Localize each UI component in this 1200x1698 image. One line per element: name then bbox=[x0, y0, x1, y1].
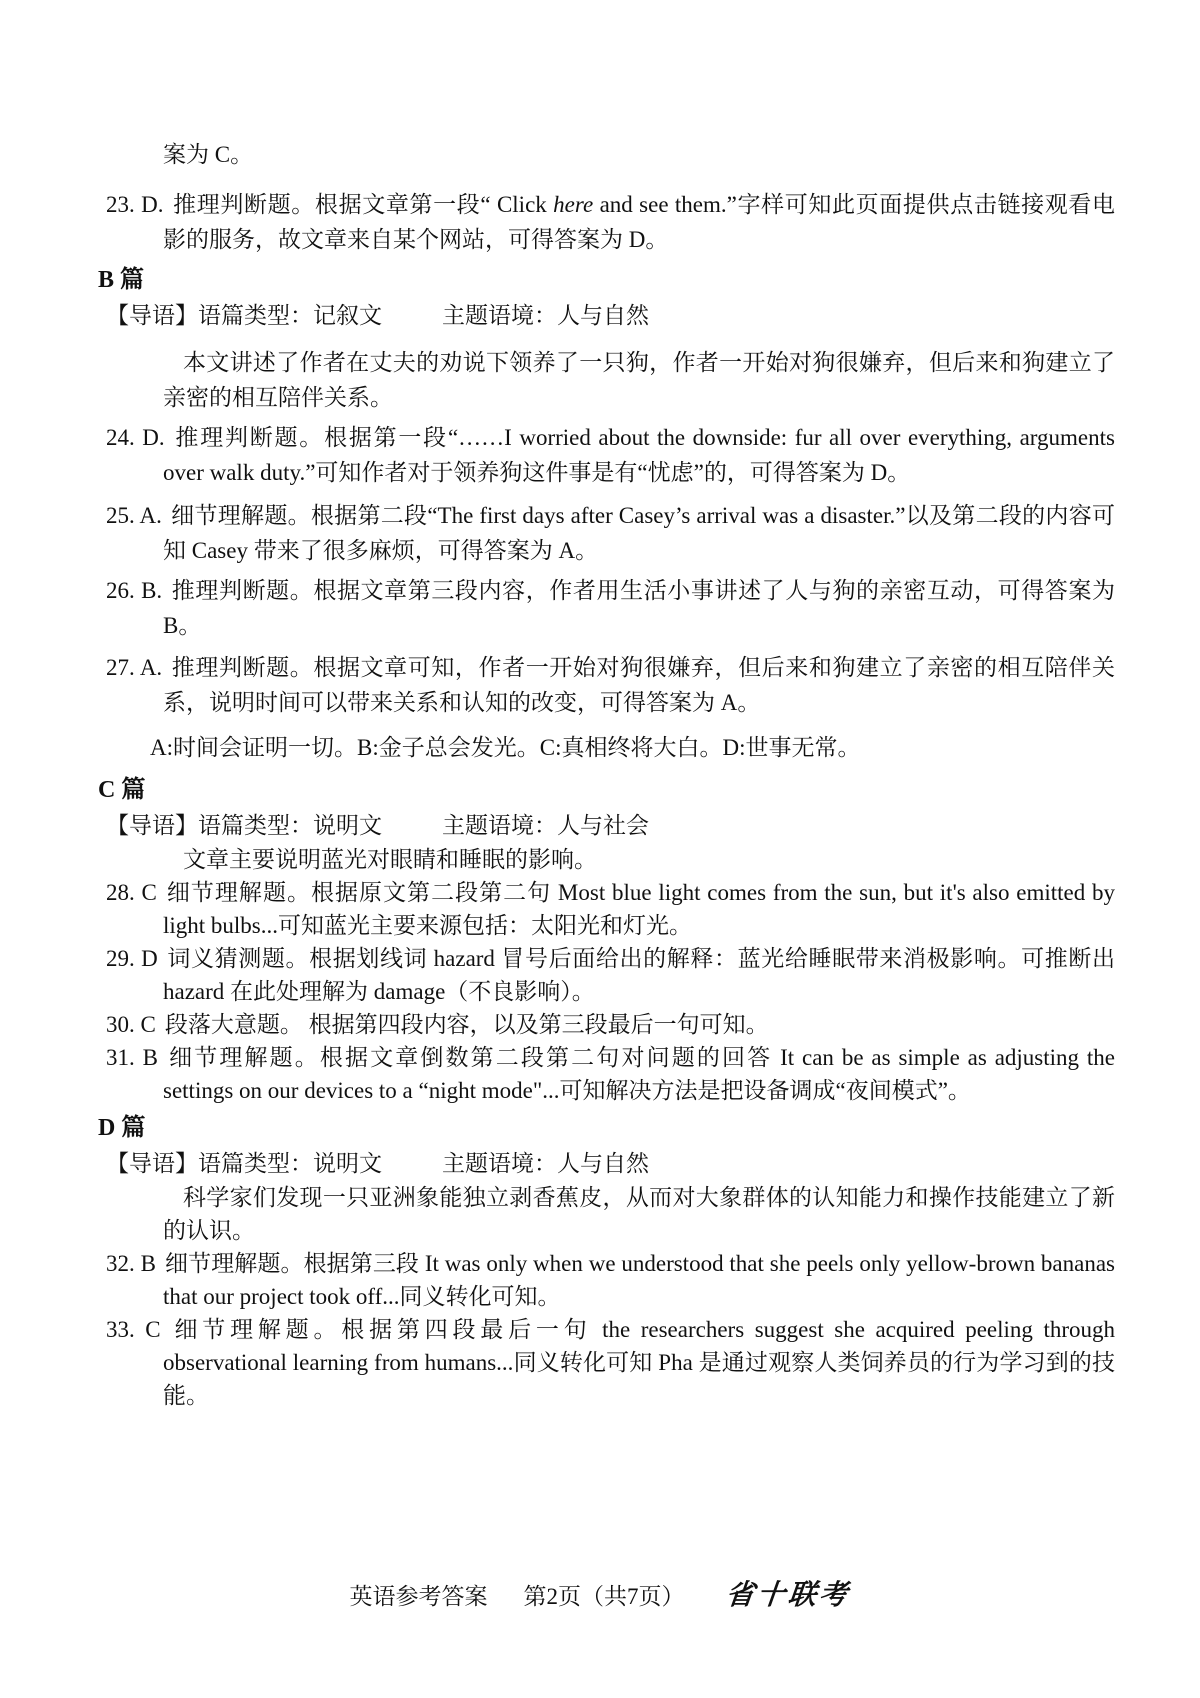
section-heading-c: C 篇 bbox=[98, 777, 146, 803]
daoyu-label: 【导语】 bbox=[106, 813, 198, 838]
question-number-25: 25. A. bbox=[106, 503, 162, 528]
answer-item-33 bbox=[106, 1313, 1115, 1412]
idiom-options-line: A:时间会证明一切。B:金子总会发光。C:真相终将大白。D:世事无常。 bbox=[150, 735, 861, 760]
section-c-summary: 文章主要说明蓝光对眼睛和睡眠的影响。 bbox=[183, 847, 597, 872]
question-number-24: 24. D. bbox=[106, 425, 165, 450]
page-footer bbox=[0, 1578, 1200, 1614]
answer-explanation-31: 细节理解题。根据文章倒数第二段第二句对问题的回答 It can be as simple as adjusting the settings on our devices to a “night mode"...可知解决方法是把设备调成“夜间模式”。 bbox=[163, 1045, 1115, 1103]
passage-type: 语篇类型：记叙文 bbox=[198, 303, 382, 328]
footer-doc-title: 英语参考答案 bbox=[349, 1584, 488, 1609]
section-b-summary: 本文讲述了作者在丈夫的劝说下领养了一只狗，作者一开始对狗很嫌弃，但后来和狗建立了亲密的相互陪伴关系。 bbox=[163, 350, 1115, 410]
section-d-summary: 科学家们发现一只亚洲象能独立剥香蕉皮，从而对大象群体的认知能力和操作技能建立了新的认识。 bbox=[163, 1185, 1115, 1243]
answer-explanation-27: 推理判断题。根据文章可知，作者一开始对狗很嫌弃，但后来和狗建立了亲密的相互陪伴关系，说明时间可以带来关系和认知的改变，可得答案为 A。 bbox=[163, 655, 1115, 715]
exam-brand-logo: 省十联考 bbox=[724, 1580, 853, 1611]
theme-context: 主题语境：人与自然 bbox=[442, 1151, 649, 1176]
theme-context: 主题语境：人与社会 bbox=[442, 813, 649, 838]
question-number-33: 33. C bbox=[106, 1317, 161, 1342]
section-heading-d: D 篇 bbox=[98, 1115, 146, 1141]
answer-explanation-23-italic: here bbox=[553, 192, 594, 217]
answer-explanation-23-post: and see them.”字样可知此页面提供点击链接观看电影的服务，故文章来自某个网站，可得答案为 D。 bbox=[163, 192, 1115, 252]
answer-explanation-30: 段落大意题。 根据第四段内容，以及第三段最后一句可知。 bbox=[164, 1012, 769, 1037]
passage-type: 语篇类型：说明文 bbox=[198, 813, 382, 838]
question-number-32: 32. B bbox=[106, 1251, 156, 1276]
daoyu-label: 【导语】 bbox=[106, 1151, 198, 1176]
answer-explanation-29: 词义猜测题。根据划线词 hazard 冒号后面给出的解释：蓝光给睡眠带来消极影响。可推断出 hazard 在此处理解为 damage（不良影响）。 bbox=[163, 946, 1115, 1004]
answer-explanation-24: 推理判断题。根据第一段“……I worried about the downside: fur all over everything, arguments over walk duty.”可知作者对于领养狗这件事是有“忧虑”的，可得答案为 D。 bbox=[163, 425, 1115, 485]
answer-item-24 bbox=[106, 420, 1115, 490]
answer-explanation-32: 细节理解题。根据第三段 It was only when we understood that she peels only yellow-brown bananas that our project took off...同义转化可知。 bbox=[163, 1251, 1116, 1309]
answer-item-30 bbox=[106, 1008, 1115, 1041]
question-number-26: 26. B. bbox=[106, 578, 163, 603]
answer-item-29 bbox=[106, 942, 1115, 1008]
daoyu-label: 【导语】 bbox=[106, 303, 198, 328]
answer-item-32 bbox=[106, 1247, 1115, 1313]
section-d-daoyu-line bbox=[106, 1146, 1115, 1181]
answer-explanation-28: 细节理解题。根据原文第二段第二句 Most blue light comes from the sun, but it's also emitted by light bulbs...可知蓝光主要来源包括：太阳光和灯光。 bbox=[163, 880, 1115, 938]
answer-item-23 bbox=[106, 187, 1115, 257]
passage-type: 语篇类型：说明文 bbox=[198, 1151, 382, 1176]
question-number-29: 29. D bbox=[106, 946, 158, 971]
section-b-daoyu-line bbox=[106, 298, 1115, 333]
answer-item-26 bbox=[106, 573, 1115, 643]
question-number-27: 27. A. bbox=[106, 655, 163, 680]
section-c-daoyu-line bbox=[106, 808, 1115, 843]
answer-explanation-33: 细节理解题。根据第四段最后一句 the researchers suggest she acquired peeling through observational learning from humans...同义转化可知 Pha 是通过观察人类饲养员的行为学习到的技能。 bbox=[163, 1317, 1115, 1408]
answer-explanation-26: 推理判断题。根据文章第三段内容，作者用生活小事讲述了人与狗的亲密互动，可得答案为 B。 bbox=[163, 578, 1115, 638]
answer-item-27 bbox=[106, 650, 1115, 720]
question-number-23: 23. D. bbox=[106, 192, 164, 217]
answer-item-31 bbox=[106, 1041, 1115, 1107]
continuation-line: 案为 C。 bbox=[163, 142, 254, 167]
question-number-28: 28. C bbox=[106, 880, 157, 905]
answer-explanation-23-pre: 推理判断题。根据文章第一段“ Click bbox=[172, 192, 554, 217]
theme-context: 主题语境：人与自然 bbox=[442, 303, 649, 328]
answer-explanation-25: 细节理解题。根据第二段“The first days after Casey’s arrival was a disaster.”以及第二段的内容可知 Casey 带来了很多麻烦，可得答案为 A。 bbox=[163, 503, 1116, 563]
question-number-31: 31. B bbox=[106, 1045, 158, 1070]
question-number-30: 30. C bbox=[106, 1012, 156, 1037]
section-heading-b: B 篇 bbox=[98, 267, 145, 293]
answer-item-25 bbox=[106, 498, 1115, 568]
footer-page-number: 第2页（共7页） bbox=[523, 1584, 685, 1609]
answer-item-28 bbox=[106, 876, 1115, 942]
